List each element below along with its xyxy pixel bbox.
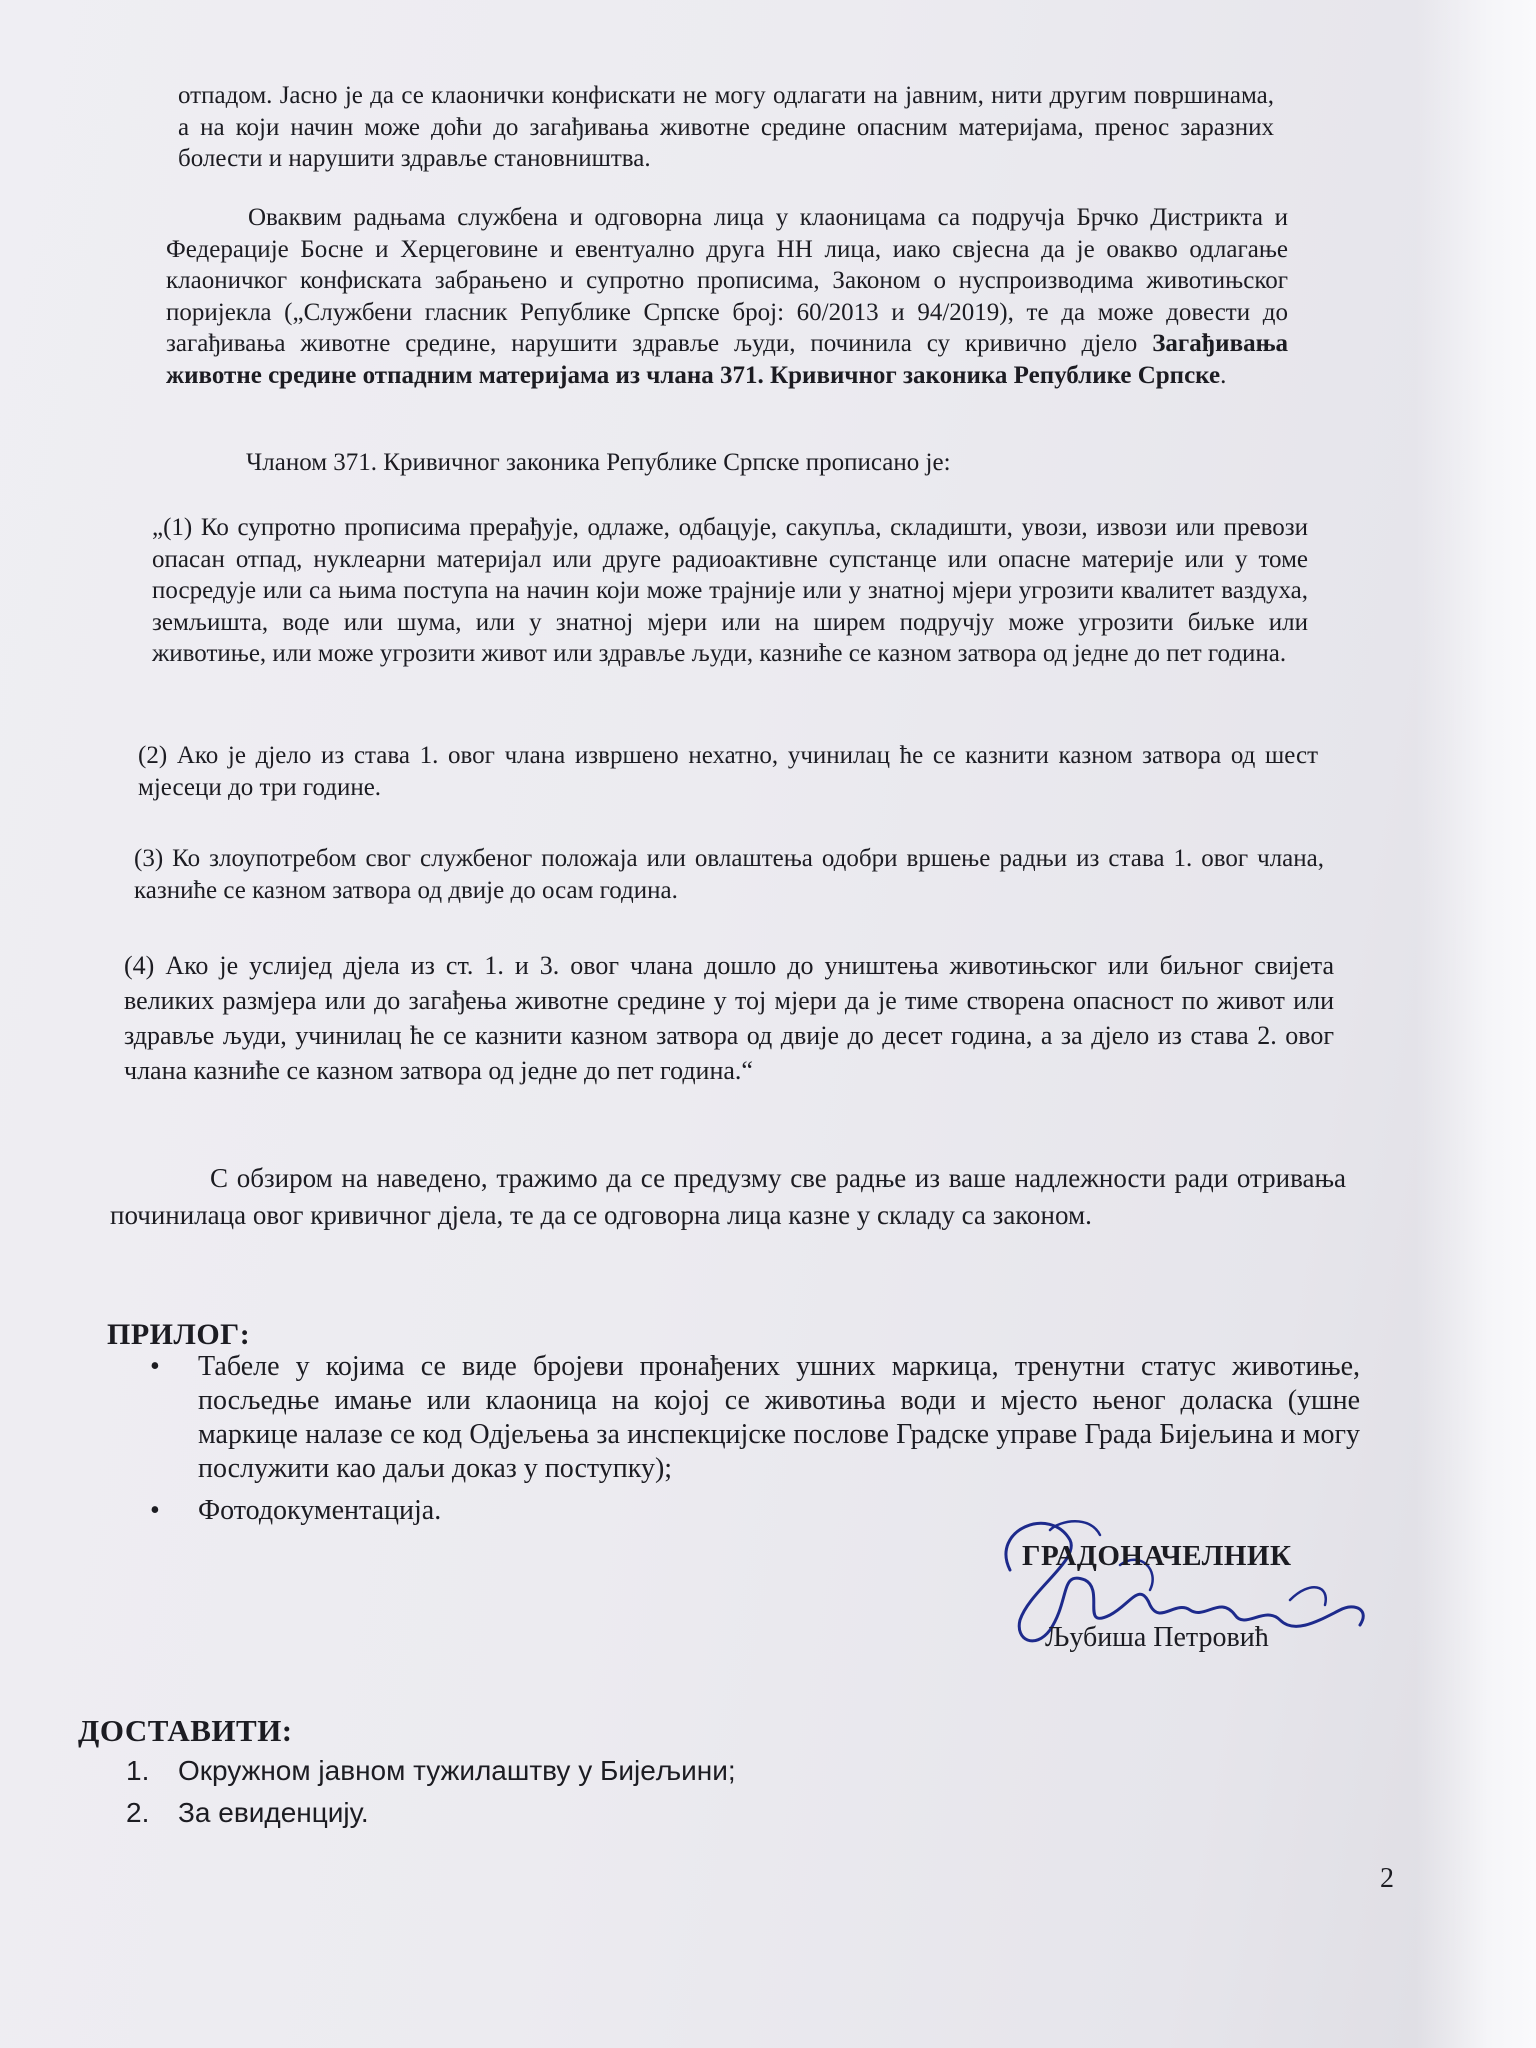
list-item [126,1792,1026,1834]
attachment-text: Табеле у којима се виде бројеви пронађених ушних маркица, тренутни статус животиње, посљедње имање или клаоница на којој се животиња води и мјесто њеног доласка (ушне маркице налазе се код Одјељења за инспекцијске послове Градске управе Града Бијељина и могу послужити као даљи доказ у поступку); [198,1351,1360,1484]
paragraph-actions-end: . [1220,361,1227,389]
mayor-title: ГРАДОНАЧЕЛНИК [1022,1540,1292,1572]
handwritten-signature [990,1510,1390,1680]
attachment-text: Фотодокументација. [198,1495,442,1526]
page-number: 2 [1380,1863,1394,1894]
paragraph-article-intro: Чланом 371. Кривичног законика Републике Српске прописано је: [246,449,951,476]
paragraph-request: С обзиром на наведено, тражимо да се предузму све радње из ваше надлежности ради отривања починилаца овог кривичног дјела, те да се одговорна лица казне у складу са законом. [110,1163,1346,1230]
paragraph-actions-text: Оваквим радњама службена и одговорна лица у клаоницама са подручја Брчко Дистрикта и Федерације Босне и Херцеговине и евентуално друга НН лица, иако свјесна да је овакво одлагање клаоничког конфиската забрањено и супротно прописима, Законом о нуспроизводима животињског поријекла („Службени гласник Републике Српске број: 60/2013 и 94/2019), те да може довести до загађивања животне средине, нарушити здравље људи, починила су кривично дјело [166,204,1288,357]
paragraph-actions [166,202,1288,391]
article-paragraph-4: (4) Ако је услијед дјела из ст. 1. и 3. овог члана дошло до уништења животињског или биљног свијета великих размјера или до загађења животне средине у тој мјери да је тиме створена опасност по живот или здравље људи, учинилац ће се казнити казном затвора од двије до десет година, а за дјело из става 2. овог члана казниће се казном затвора од једне до пет година.“ [124,951,1334,1085]
mayor-name: Љубиша Петровић [1045,1622,1269,1653]
criminal-offense-title: Загађивања животне средине отпадним материјама из члана 371. Кривичног законика Републике Српске [166,330,1288,389]
delivery-heading: ДОСТАВИТИ: [78,1713,293,1748]
list-number: 2. [126,1797,150,1828]
attachment-list [148,1350,1360,1528]
delivery-list [126,1750,1026,1834]
delivery-text: Окружном јавном тужилаштву у Бијељини; [178,1755,736,1786]
list-item [126,1750,1026,1792]
article-paragraph-2: (2) Ако је дјело из става 1. овог члана извршено нехатно, учинилац ће се казнити казном затвора од шест мјесеци до три године. [138,742,1318,801]
list-item [148,1350,1360,1486]
list-number: 1. [126,1755,150,1786]
bullet: • [150,1351,160,1382]
attachment-heading: ПРИЛОГ: [107,1318,251,1351]
paragraph-intro: отпадом. Јасно је да се клаонички конфискати не могу одлагати на јавним, нити другим површинама, а на који начин може доћи до загађивања животне средине опасним материјама, пренос заразних болести и нарушити здравље становништва. [178,82,1274,172]
article-paragraph-3: (3) Ко злоупотребом свог службеног положаја или овлаштења одобри вршење радњи из става 1. овог члана, казниће се казном затвора од двије до осам година. [134,845,1324,904]
page-edge-highlight [1416,0,1536,2048]
article-paragraph-1: „(1) Ко супротно прописима прерађује, одлаже, одбацује, сакупља, складишти, увози, извози или превози опасан отпад, нуклеарни материјал или друге радиоактивне супстанце или опасне материје или у томе посредује или са њима поступа на начин који може трајније или у знатној мјери угрозити квалитет ваздуха, земљишта, воде или шума, или у знатној мјери или на ширем подручју може угрозити биљке или животиње, или може угрозити живот или здравље људи, казниће се казном затвора од једне до пет година. [152,514,1308,667]
delivery-text: За евиденцију. [178,1797,369,1828]
bullet: • [150,1495,160,1526]
